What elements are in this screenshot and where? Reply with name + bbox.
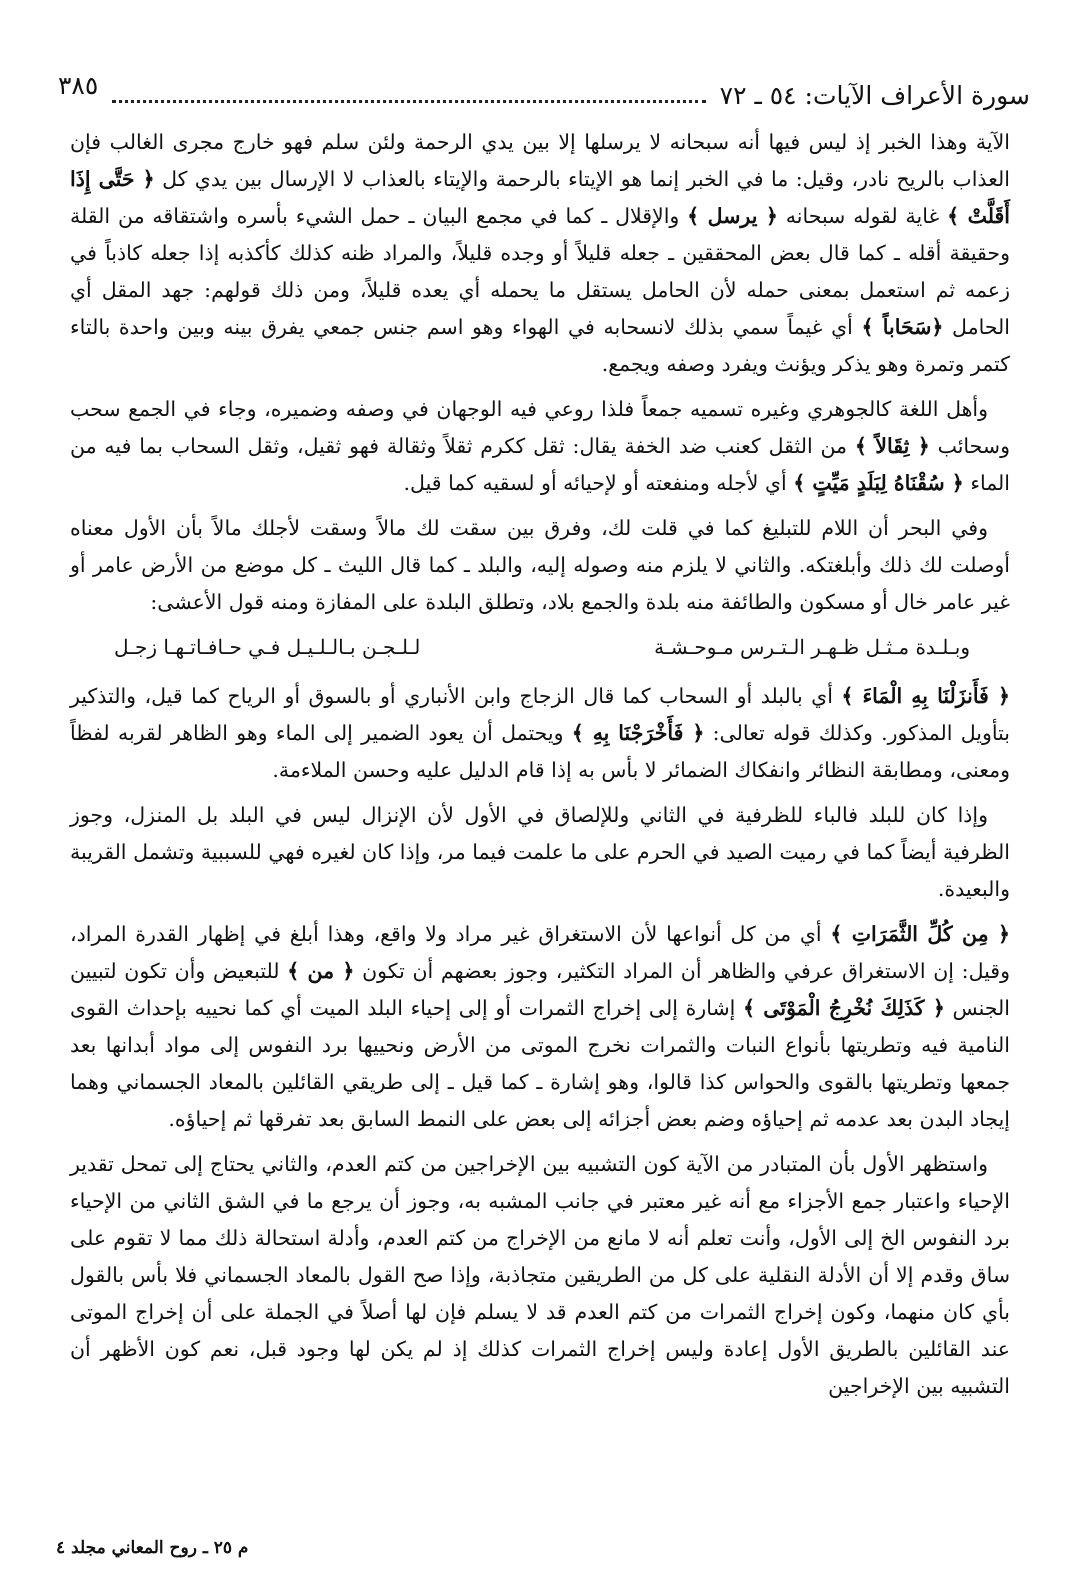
page-footer-signature: م ٢٥ ـ روح المعاني مجلد ٤ [56,1538,249,1558]
quran-quote: ﴿سَحَاباً ﴾ [861,315,944,339]
quran-quote: ﴿ مِن كُلِّ الثَّمَرَاتِ ﴾ [830,922,1010,946]
paragraph-text: غاية لقوله سبحانه [777,204,948,228]
paragraph-text: أي بالبلد أو السحاب كما قال الزجاج وابن الأنباري أو بالسوق أو الرياح كما قيل، والتذكير بتأويل المذكور. وكذلك قوله تعالى: [70,684,1010,745]
paragraph-text: إشارة إلى إخراج الثمرات أو إلى إحياء البلد الميت أي كما نحييه بإحداث القوى النامية فيه وتطريتها بأنواع النبات والثمرات نخرج الموتى من الأرض ونحييها برد النفوس إلى مواد أبدانها بعد جمعها وتطريتها بالقوى والحواس كذا قالوا، وهو إشارة ـ كما قيل ـ إلى طريقي القائلين بالمعاد الجسماني وهما إيجاد البدن بعد عدمه ثم إحياؤه وضم بعض أجزائه إلى بعض على النمط السابق بعد تفرقها ثم إحياؤه. [70,996,1010,1131]
quran-quote: ﴿ من ﴾ [287,959,355,983]
paragraph-text: أي من كل أنواعها لأن الاستغراق غير مراد ولا واقع، وهذا أبلغ في إظهار القدرة المراد، وقيل: إن الاستغراق عرفي والظاهر أن المراد التكثير، وجوز بعضهم أن تكون [70,922,1010,983]
quran-quote: ﴿ فَأَنزَلْنَا بِهِ الْمَاءَ ﴾ [841,684,1010,708]
paragraph [70,391,1010,502]
quran-quote: ﴿ حَتَّى إِذَا أَقَلَّتْ ﴾ [70,167,1010,228]
quran-quote: ﴿ يرسل ﴾ [687,204,778,228]
paragraph [70,124,1010,383]
paragraph [70,678,1010,789]
paragraph-text: أي غيماً سمي بذلك لانسحابه في الهواء وهو اسم جنس جمعي يفرق بينه وبين واحدة بالتاء كتمر وتمرة وهو يذكر ويؤنث ويفرد وصفه ويجمع. [70,315,1010,376]
paragraph-text: الآية وهذا الخبر إذ ليس فيها أنه سبحانه لا يرسلها إلا بين يدي الرحمة ولئن سلم فهو خارج مجرى الغالب فإن العذاب بالريح نادر، وقيل: ما في الخبر إنما هو الإيتاء بالرحمة والإيتاء بالعذاب لا الإرسال بين يدي كل [70,130,1010,191]
paragraph-text: واستظهر الأول بأن المتبادر من الآية كون التشبيه بين الإخراجين من كتم العدم، والثاني يحتاج إلى تمحل تقدير الإحياء واعتبار جمع الأجزاء مع أنه غير معتبر في جانب المشبه به، وجوز أن يرجع ما في الشق الثاني من الإحياء برد النفوس الخ إلى الأول، وأنت تعلم أنه لا مانع من الإخراج من كتم العدم، وأدلة استحالة ذلك مما لا تقوم على ساق وقدم إلا أن الأدلة النقلية على كل من الطريقين متجاذبة، وإذا صح القول بالمعاد الجسماني فلا بأس بالقول بأي كان منهما، وكون إخراج الثمرات من كتم العدم قد لا يسلم فإن لها أصلاً في الجملة على أن إخراج الموتى عند القائلين بالطريق الأول إعادة وليس إخراج الثمرات كذلك إذ لم يكن لها وجود قبل، نعم كون الأظهر أن التشبيه بين الإخراجين [70,1152,1010,1398]
paragraph [70,1146,1010,1405]
running-title: سورة الأعراف الآيات: ٥٤ ـ ٧٢ [719,81,1030,110]
paragraph-text: للتبعيض وأن تكون لتبيين الجنس [70,959,1010,1020]
quran-quote: ﴿ كَذَلِكَ نُخْرِجُ الْمَوْتَى ﴾ [742,996,945,1020]
paragraph-text: وأهل اللغة كالجوهري وغيره تسميه جمعاً فلذا روعي فيه الوجهان في وصفه وضميره، وجاء في الجمع سحب وسحائب [70,397,1010,458]
page-number: ٣٨٥ [58,71,99,100]
paragraph [70,916,1010,1138]
paragraph-text: من الثقل كعنب ضد الخفة يقال: ثقل ككرم ثقلاً وثقالة فهو ثقيل، وثقل السحاب بما فيه من الماء [70,434,1010,495]
paragraph-text: ويحتمل أن يعود الضمير إلى الماء وهو الظاهر لقربه لفظاً ومعنى، ومطابقة النظائر وانفكاك الضمائر لا بأس به إذا قام الدليل عليه وحسن الملاءمة. [70,721,1010,782]
paragraph-text: أي لأجله ومنفعته أو لإحيائه أو لسقيه كما قيل. [403,471,794,495]
paragraph-text: وإذا كان للبلد فالباء للظرفية في الثاني وللإلصاق في الأول لأن الإنزال ليس في البلد بل المنزل، وجوز الظرفية أيضاً كما في رميت الصيد في الحرم على ما علمت فيما مر، وإذا كان لغيره فهي للسببية وتشمل القريبة والبعيدة. [70,803,1010,901]
verse-first-hemistich: وبـلـدة مـثـل ظـهـر الـتـرس مـوحـشـة [654,635,970,659]
paragraph-text: وفي البحر أن اللام للتبليغ كما في قلت لك، وفرق بين سقت لك مالاً وسقت لأجلك مالاً بأن الأول معناه أوصلت لك ذلك وأبلغتكه. والثاني لا يلزم منه وصوله إليه، والبلد ـ كما قال الليث ـ كل موضع من الأرض عامر أو غير عامر خال أو مسكون والطائفة منه بلدة والجمع بلاد، وتطلق البلدة على المفازة ومنه قول الأعشى: [70,516,1010,614]
verse-second-hemistich: لـلـجـن بـالـلـيـل فـي حـافـاتـهـا زجـل [114,635,421,659]
page-header [58,66,1030,112]
quran-quote: ﴿ سُقْنَاهُ لِبَلَدٍ مَيِّتٍ ﴾ [793,471,964,495]
commentary-body [70,124,1010,1413]
header-dotted-leader [112,100,705,103]
paragraphs-before-verse [70,124,1010,621]
quran-quote: ﴿ فَأَخْرَجْنَا بِهِ ﴾ [571,721,705,745]
poetry-verse [114,629,970,666]
paragraph-text: والإقلال ـ كما في مجمع البيان ـ حمل الشيء بأسره واشتقاقه من القلة وحقيقة أقله ـ كما قال بعض المحققين ـ جعله قليلاً أو وجده قليلاً، والمراد ظنه كذلك كأكذبه إذا جعله كاذباً في زعمه ثم استعمل بمعنى حمله لأن الحامل يستقل ما يحمله أي يعده قليلاً، ومن ذلك قولهم: جهد المقل أي الحامل [70,204,1010,339]
paragraphs-after-verse [70,678,1010,1405]
quran-quote: ﴿ ثِقَالاً ﴾ [854,434,930,458]
paragraph [70,797,1010,908]
paragraph [70,510,1010,621]
